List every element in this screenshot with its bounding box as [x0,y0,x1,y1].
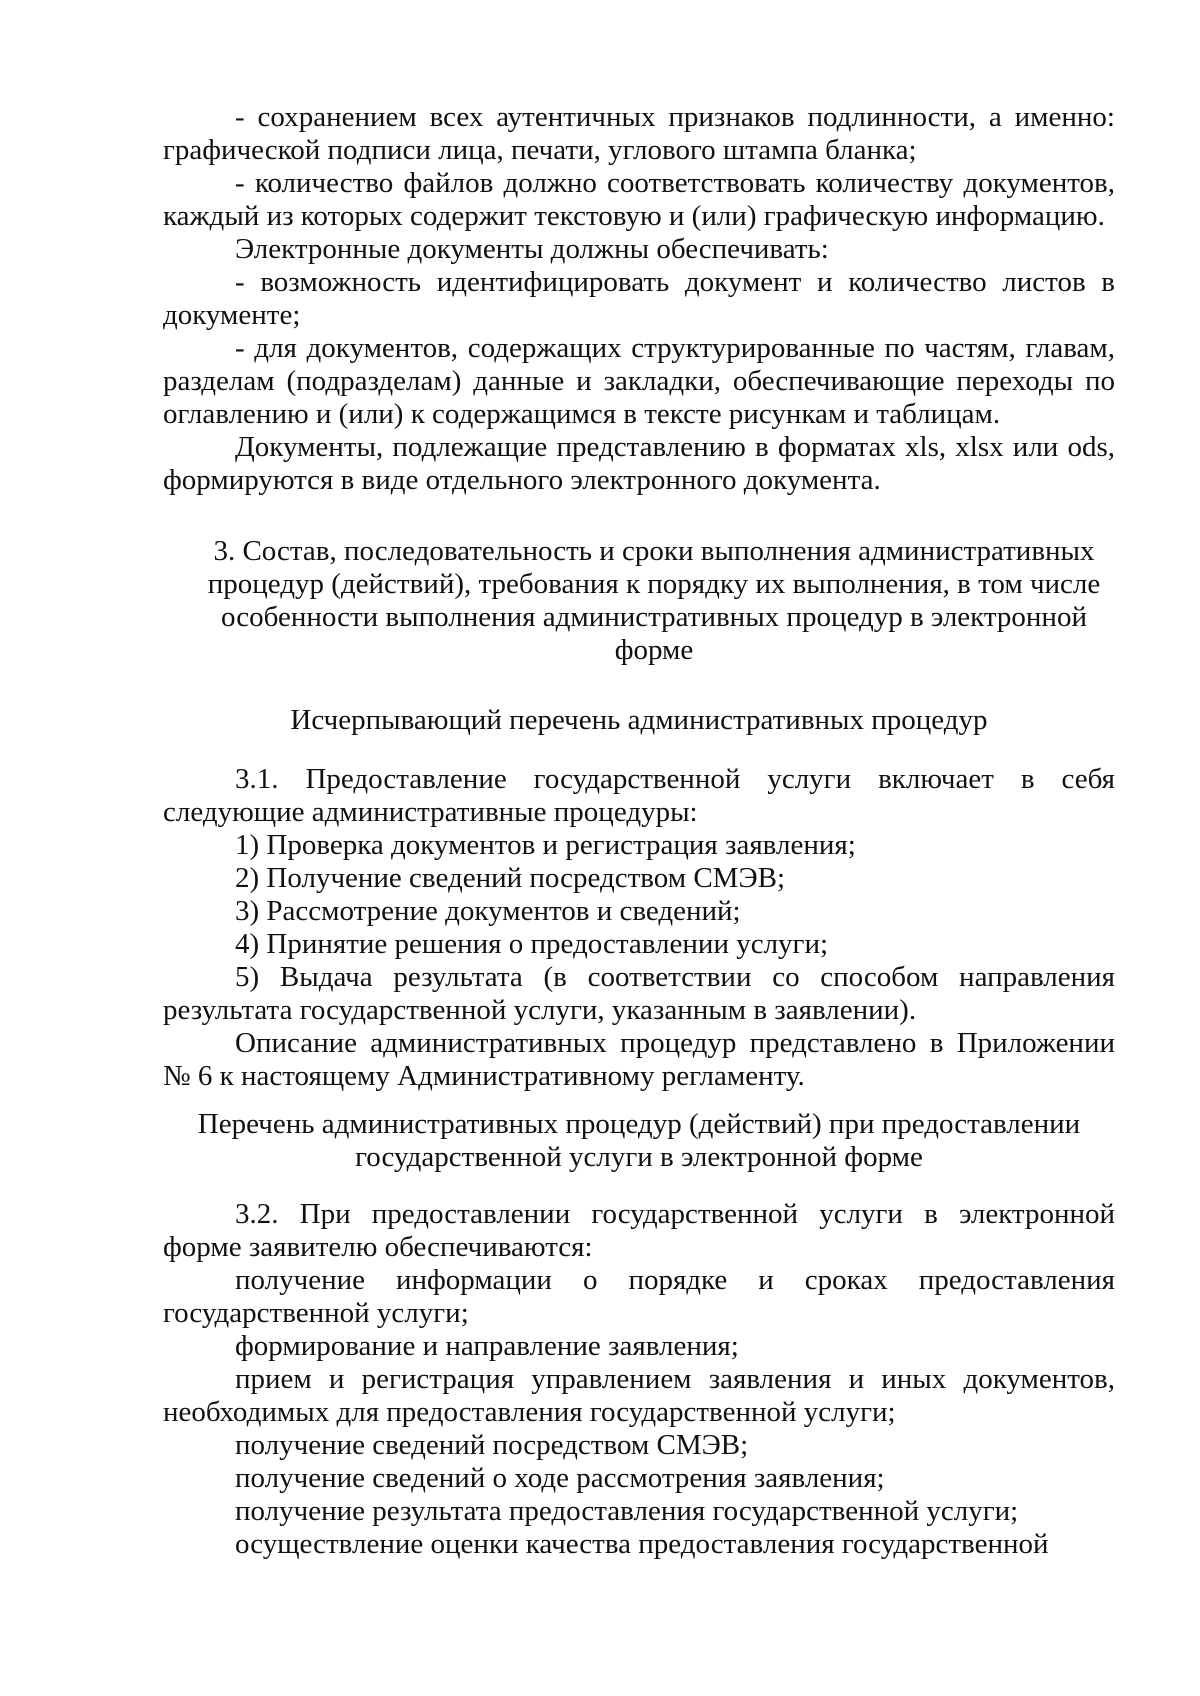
paragraph: - для документов, содержащих структурированные по частям, главам, разделам (подразделам) данные и закладки, обеспечивающие переходы по оглавлению и (или) к содержащимся в тексте рисункам и таблицам. [163,332,1115,430]
list-item: получение информации о порядке и сроках предоставления государственной услуги; [163,1264,1115,1329]
paragraph: - возможность идентифицировать документ и количество листов в документе; [163,266,1115,331]
paragraph: 3.1. Предоставление государственной услуги включает в себя следующие административные процедуры: [163,763,1115,828]
paragraph: Описание административных процедур представлено в Приложении № 6 к настоящему Административному регламенту. [163,1027,1115,1092]
paragraph: Документы, подлежащие представлению в форматах xls, xlsx или ods, формируются в виде отдельного электронного документа. [163,431,1115,496]
requirements-block [163,101,1115,497]
subheading: Исчерпывающий перечень административных процедур [290,704,988,736]
list-item: получение результата предоставления государственной услуги; [235,1495,1019,1527]
list-item: прием и регистрация управлением заявления и иных документов, необходимых для предоставления государственной услуги; [163,1363,1115,1428]
electronic-form-block [163,1198,1115,1561]
subtitle-block-2 [163,1108,1115,1174]
paragraph: 3.2. При предоставлении государственной услуги в электронной форме заявителю обеспечиваются: [163,1198,1115,1263]
list-item: 1) Проверка документов и регистрация заявления; [235,829,856,861]
procedures-block [163,763,1115,1093]
list-item: формирование и направление заявления; [235,1330,739,1362]
list-item: 4) Принятие решения о предоставлении услуги; [235,928,829,960]
list-item: получение сведений посредством СМЭВ; [235,1429,749,1461]
section-heading-block [163,535,1115,667]
list-item: получение сведений о ходе рассмотрения заявления; [235,1462,885,1494]
paragraph: - количество файлов должно соответствовать количеству документов, каждый из которых содержит текстовую и (или) графическую информацию. [163,167,1115,232]
list-item: 3) Рассмотрение документов и сведений; [235,895,741,927]
subtitle-block-1 [163,704,1115,737]
list-item: 2) Получение сведений посредством СМЭВ; [235,862,785,894]
paragraph: - сохранением всех аутентичных признаков подлинности, а именно: графической подписи лица, печати, углового штампа бланка; [163,101,1115,166]
section-3-title: 3. Состав, последовательность и сроки выполнения административных процедур (действий), требования к порядку их выполнения, в том числе особенности выполнения административных процедур в электронной форме [207,535,1101,666]
list-item: осуществление оценки качества предоставления государственной [235,1528,1049,1560]
list-item: 5) Выдача результата (в соответствии со способом направления результата государственной услуги, указанным в заявлении). [163,961,1115,1026]
paragraph: Электронные документы должны обеспечивать: [235,233,829,265]
subheading: Перечень административных процедур (действий) при предоставлении государственной услуги в электронной форме [197,1108,1081,1173]
